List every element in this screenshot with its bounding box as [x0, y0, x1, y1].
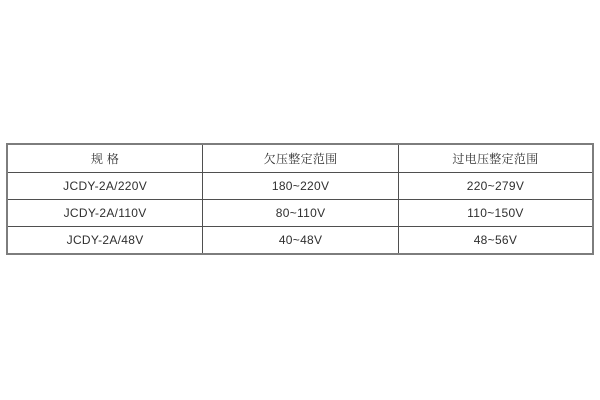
cell-overvoltage: 48~56V — [398, 227, 593, 255]
header-spec: 规 格 — [7, 144, 203, 173]
cell-overvoltage: 110~150V — [398, 200, 593, 227]
cell-model: JCDY-2A/220V — [7, 173, 203, 200]
table-row — [7, 173, 593, 200]
cell-model: JCDY-2A/48V — [7, 227, 203, 255]
header-undervoltage-range: 欠压整定范围 — [203, 144, 399, 173]
cell-overvoltage: 220~279V — [398, 173, 593, 200]
cell-undervoltage: 180~220V — [203, 173, 399, 200]
table-header-row — [7, 144, 593, 173]
cell-model: JCDY-2A/110V — [7, 200, 203, 227]
spec-table — [6, 143, 594, 255]
header-overvoltage-range: 过电压整定范围 — [398, 144, 593, 173]
table-row — [7, 200, 593, 227]
table-row — [7, 227, 593, 255]
cell-undervoltage: 80~110V — [203, 200, 399, 227]
cell-undervoltage: 40~48V — [203, 227, 399, 255]
